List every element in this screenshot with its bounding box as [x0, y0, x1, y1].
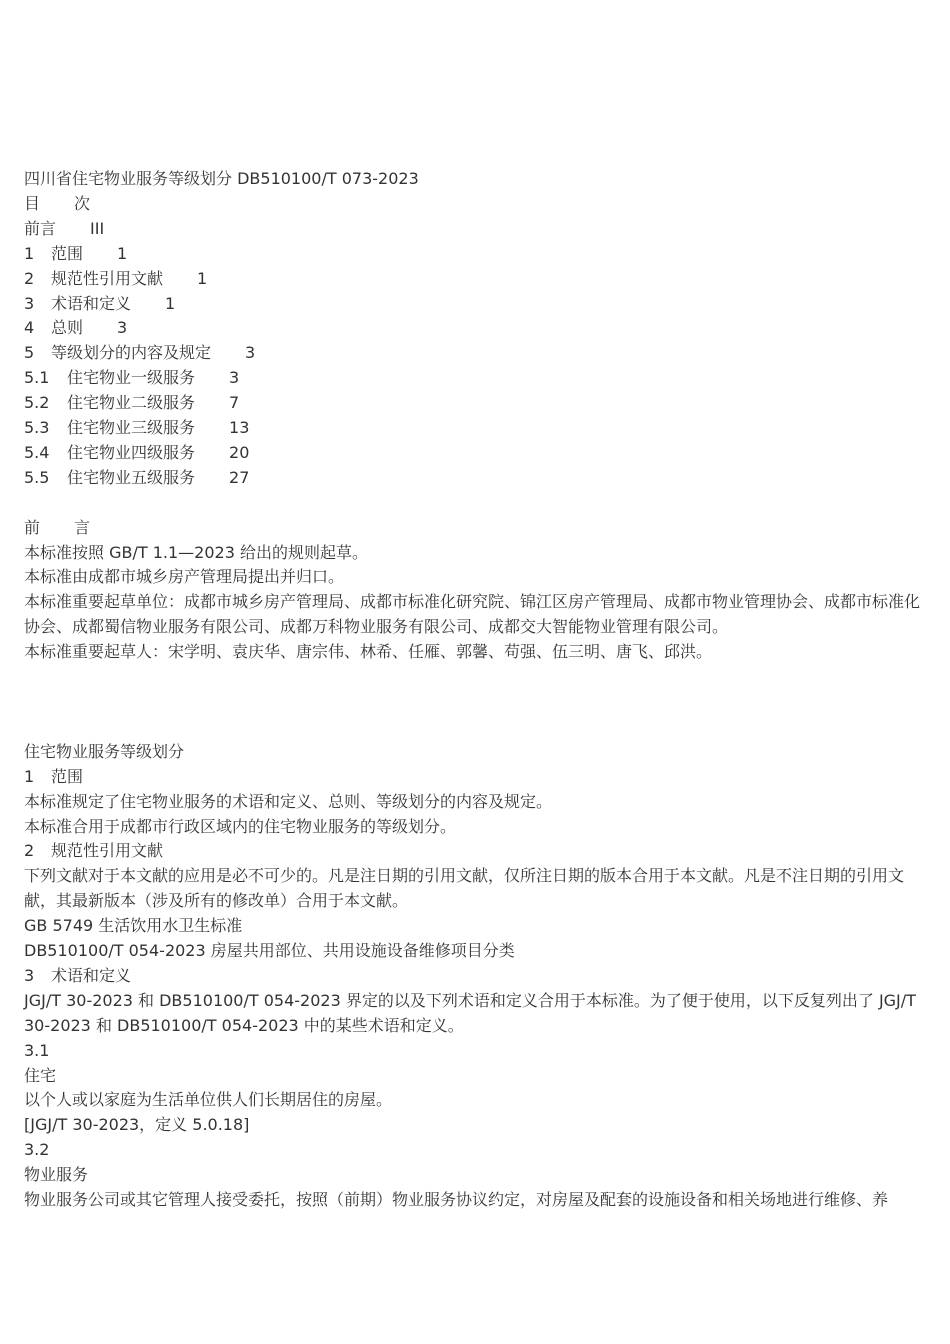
scope-paragraph: 本标准合用于成都市行政区域内的住宅物业服务的等级划分。 — [24, 816, 457, 836]
toc-item-number: 2 — [24, 268, 35, 288]
document-title: 四川省住宅物业服务等级划分 DB510100/T 073-2023 — [24, 169, 419, 188]
foreword-heading: 前 言 — [24, 517, 91, 537]
toc-item — [24, 242, 930, 267]
toc-item-number: 5.2 — [24, 393, 50, 413]
toc-item-page: 1 — [117, 243, 128, 263]
toc-item-number: 3 — [24, 293, 35, 313]
reference-item: GB 5749 生活饮用水卫生标准 — [24, 916, 243, 936]
toc-item-title: 等级划分的内容及规定 — [51, 343, 212, 363]
toc-item-page: 27 — [229, 467, 250, 487]
toc-item — [24, 416, 930, 441]
toc-item-page: III — [90, 218, 105, 238]
toc-item — [24, 366, 930, 391]
toc-heading: 目 次 — [24, 193, 91, 213]
toc-item-title: 术语和定义 — [51, 293, 132, 313]
term-number: 3.2 — [24, 1140, 50, 1160]
toc-item-title: 住宅物业一级服务 — [67, 368, 196, 388]
toc-item-title: 住宅物业三级服务 — [67, 418, 196, 438]
references-paragraph: 下列文献对于本文献的应用是必不可少的。凡是注日期的引用文献，仅所注日期的版本合用于本文献。凡是不注日期的引用文献，其最新版本（涉及所有的修改单）合用于本文献。 — [24, 866, 905, 911]
foreword-paragraph: 本标准重要起草人：宋学明、袁庆华、唐宗伟、林希、任雁、郭馨、苟强、伍三明、唐飞、邱洪。 — [24, 642, 713, 662]
toc-item-number: 5.1 — [24, 368, 50, 388]
toc-item-page: 13 — [229, 418, 250, 438]
term-number: 3.1 — [24, 1040, 50, 1060]
foreword-paragraph: 本标准由成都市城乡房产管理局提出并归口。 — [24, 567, 345, 587]
toc-item-number: 5.3 — [24, 418, 50, 438]
toc-item — [24, 292, 930, 317]
toc-item-page: 1 — [165, 293, 176, 313]
toc-item-number: 5 — [24, 343, 35, 363]
toc-item-title: 住宅物业五级服务 — [67, 467, 196, 487]
term-definition: 物业服务公司或其它管理人接受委托，按照（前期）物业服务协议约定，对房屋及配套的设施设备和相关场地进行维修、养 — [24, 1190, 889, 1210]
toc-item-page: 3 — [229, 368, 240, 388]
toc-item-title: 总则 — [51, 318, 84, 338]
toc-item-page: 7 — [229, 393, 240, 413]
toc-item-title: 住宅物业二级服务 — [67, 393, 196, 413]
toc-item — [24, 267, 930, 292]
toc-item — [24, 316, 930, 341]
toc-item-number: 5.5 — [24, 467, 50, 487]
toc-item-title: 住宅物业四级服务 — [67, 442, 196, 462]
table-of-contents — [24, 217, 930, 491]
toc-item — [24, 341, 930, 366]
section-heading-scope: 1 范围 — [24, 766, 84, 786]
toc-item-page: 3 — [245, 343, 256, 363]
terms-paragraph: JGJ/T 30-2023 和 DB510100/T 054-2023 界定的以及下列术语和定义合用于本标准。为了便于使用，以下反复列出了 JGJ/T 30-2023 和 DB510100/T 054-2023 中的某些术语和定义。 — [24, 990, 916, 1035]
section-heading-terms: 3 术语和定义 — [24, 965, 132, 985]
toc-item-number: 5.4 — [24, 442, 50, 462]
body-title: 住宅物业服务等级划分 — [24, 741, 185, 761]
toc-item — [24, 441, 930, 466]
toc-item-page: 1 — [197, 268, 208, 288]
term-name: 物业服务 — [24, 1165, 89, 1185]
term-name: 住宅 — [24, 1065, 57, 1085]
toc-item-number: 1 — [24, 243, 35, 263]
toc-item-title: 规范性引用文献 — [51, 268, 164, 288]
foreword-paragraph: 本标准按照 GB/T 1.1—2023 给出的规则起草。 — [24, 542, 368, 562]
reference-item: DB510100/T 054-2023 房屋共用部位、共用设施设备维修项目分类 — [24, 941, 515, 961]
term-definition: 以个人或以家庭为生活单位供人们长期居住的房屋。 — [24, 1090, 393, 1110]
document-page — [24, 167, 930, 1213]
toc-item-title: 前言 — [24, 218, 57, 238]
term-source: [JGJ/T 30-2023，定义 5.0.18] — [24, 1115, 250, 1135]
scope-paragraph: 本标准规定了住宅物业服务的术语和定义、总则、等级划分的内容及规定。 — [24, 791, 553, 811]
toc-item-page: 3 — [117, 318, 128, 338]
foreword-paragraph: 本标准重要起草单位：成都市城乡房产管理局、成都市标准化研究院、锦江区房产管理局、成都市物业管理协会、成都市标准化协会、成都蜀信物业服务有限公司、成都万科物业服务有限公司、成都交大智能物业管理有限公司。 — [24, 592, 921, 637]
toc-item-title: 范围 — [51, 243, 84, 263]
toc-item — [24, 217, 930, 242]
section-heading-references: 2 规范性引用文献 — [24, 841, 164, 861]
toc-item — [24, 391, 930, 416]
toc-item-number: 4 — [24, 318, 35, 338]
toc-item — [24, 466, 930, 491]
toc-item-page: 20 — [229, 442, 250, 462]
